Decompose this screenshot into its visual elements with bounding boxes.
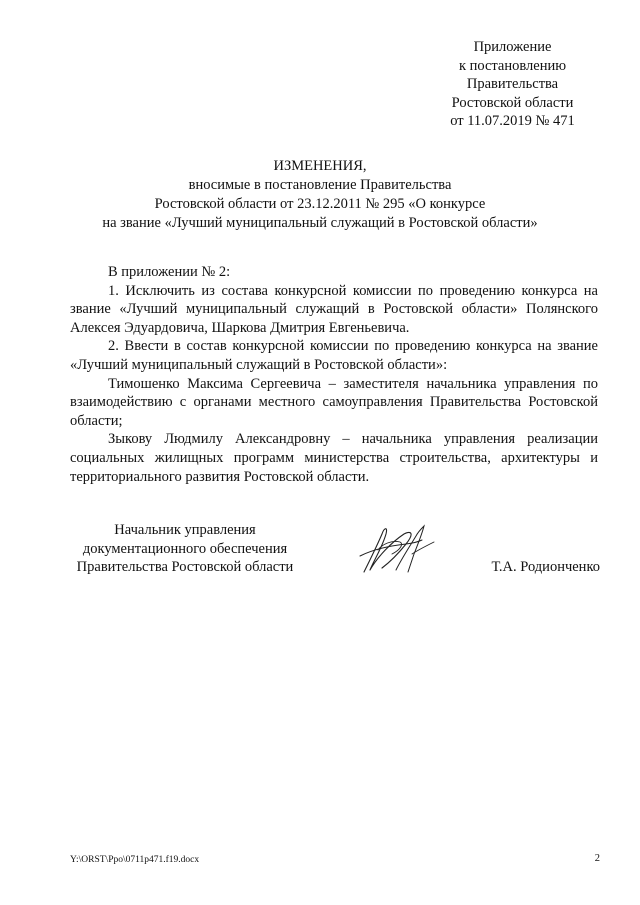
body-member-1: Тимошенко Максима Сергеевича – заместителя начальника управления по взаимодействию с органами местного самоуправления Правительства Ростовской области; (70, 375, 598, 429)
document-title (60, 157, 580, 233)
page-number: 2 (594, 853, 600, 864)
signatory-position (60, 521, 310, 577)
appendix-line-1: Приложение (473, 39, 552, 55)
title-line-3: Ростовской области от 23.12.2011 № 295 «О конкурсе (154, 196, 486, 212)
body-intro: В приложении № 2: (108, 264, 231, 280)
document-body (70, 263, 598, 486)
title-heading: ИЗМЕНЕНИЯ, (273, 158, 367, 174)
body-member-2: Зыкову Людмилу Александровну – начальника управления реализации социальных жилищных программ министерства строительства, архитектуры и территориального развития Ростовской области. (70, 431, 598, 485)
appendix-line-4: Ростовской области (451, 94, 574, 111)
signatory-name: Т.А. Родионченко (491, 559, 600, 575)
body-item-2: 2. Ввести в состав конкурсной комиссии по проведению конкурса на звание «Лучший муниципальный служащий в Ростовской области»: (70, 338, 598, 373)
title-line-2: вносимые в постановление Правительства (188, 177, 452, 193)
appendix-line-5: от 11.07.2019 № 471 (450, 113, 575, 130)
footer-file-path: Y:\ORST\Ppo\0711p471.f19.docx (70, 855, 200, 865)
title-line-4: на звание «Лучший муниципальный служащий в Ростовской области» (102, 215, 538, 231)
position-line-1: Начальник управления (114, 522, 256, 538)
position-line-2: документационного обеспечения (82, 540, 288, 557)
appendix-line-3: Правительства (466, 76, 559, 93)
body-item-1: 1. Исключить из состава конкурсной комиссии по проведению конкурса на звание «Лучший муниципальный служащий в Ростовской области» Полянского Алексея Эдуардовича, Шаркова Дмитрия Евгеньевича. (70, 282, 598, 336)
appendix-line-2: к постановлению (458, 57, 567, 74)
position-line-3: Правительства Ростовской области (76, 559, 294, 576)
appendix-header (420, 38, 605, 131)
handwritten-signature (352, 520, 442, 580)
